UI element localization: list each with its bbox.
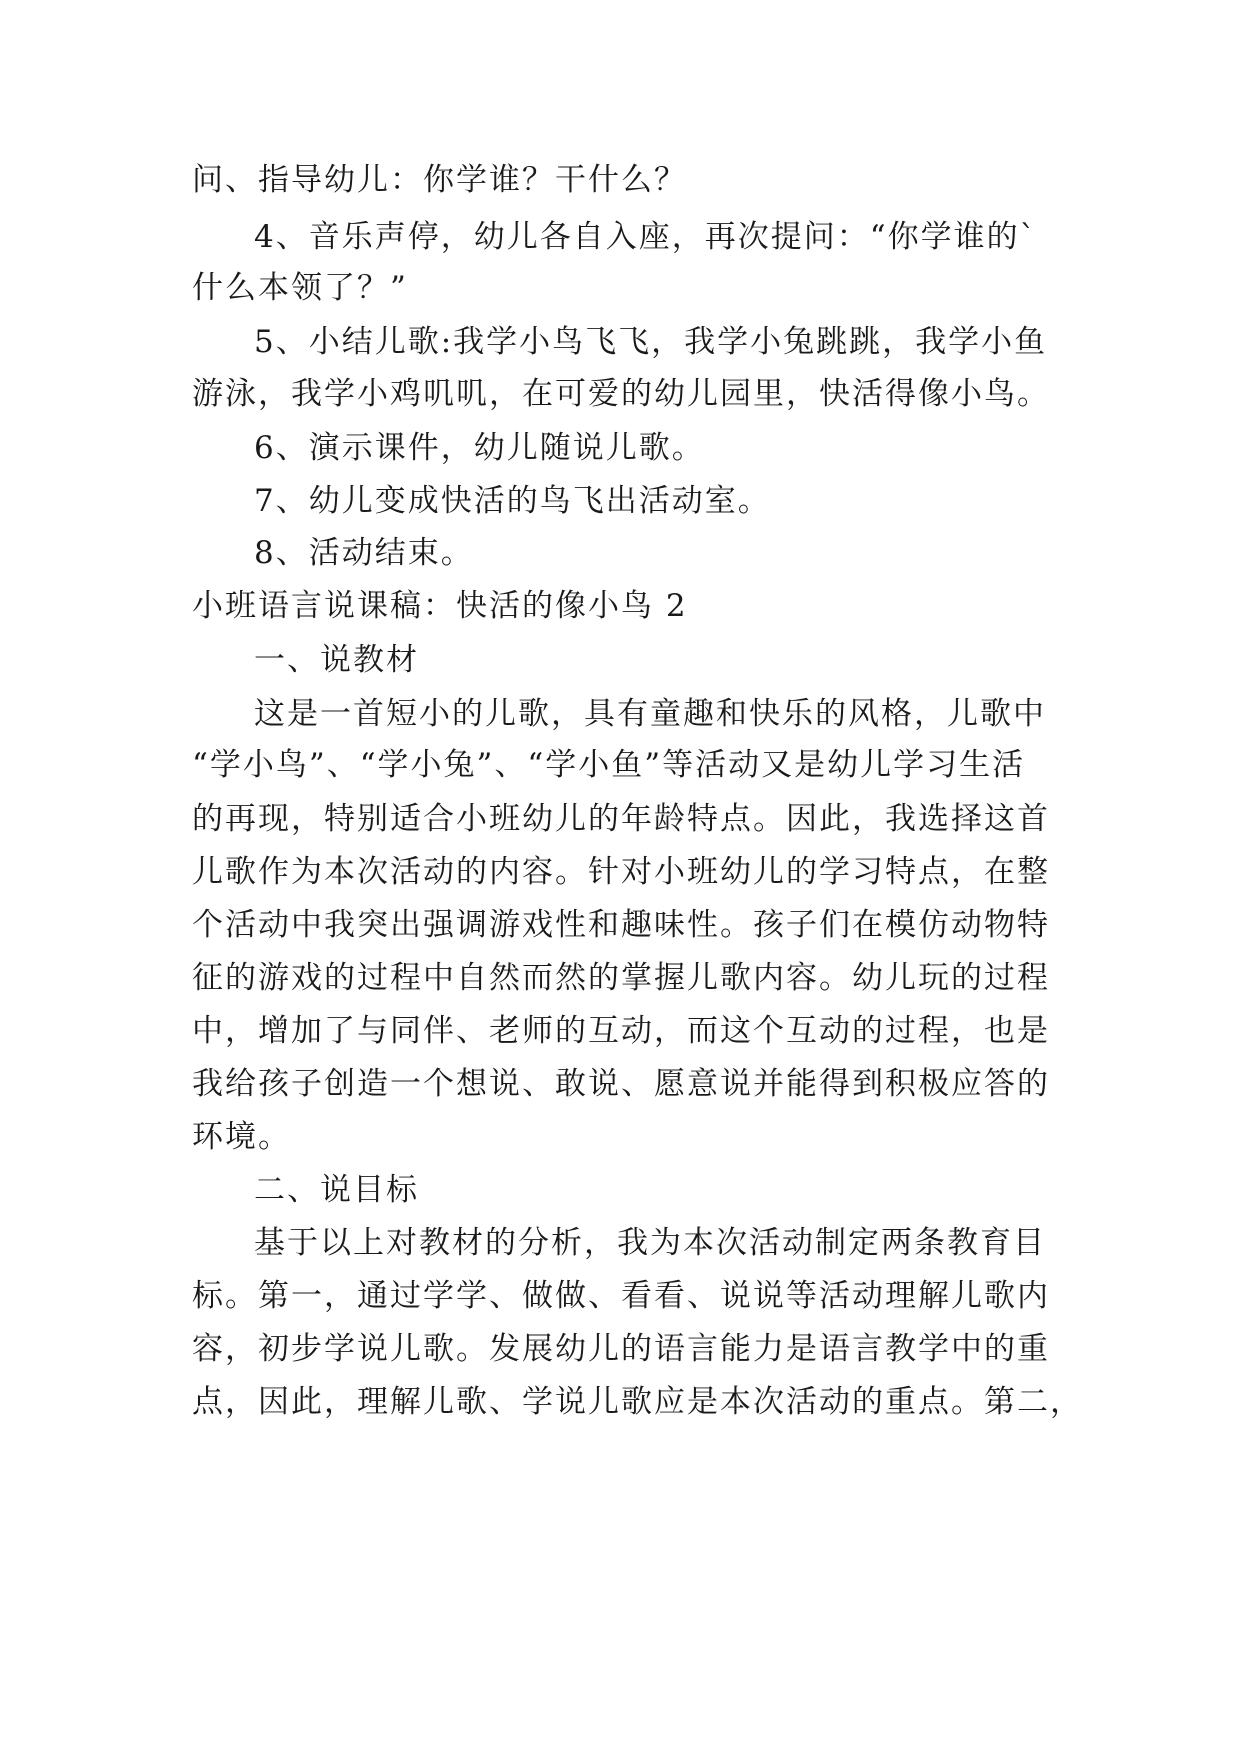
text-line: 中，增加了与同伴、老师的互动，而这个互动的过程，也是 [192,1013,1050,1049]
text-line: 8、活动结束。 [254,535,474,571]
text-line: 我给孩子创造一个想说、敢说、愿意说并能得到积极应答的 [192,1066,1050,1102]
text-line: “学小鸟”、“学小兔”、“学小鱼”等活动又是幼儿学习生活 [192,747,1026,783]
text-line: 4、音乐声停，幼儿各自入座，再次提问：“你学谁的` [254,219,1038,255]
text-line: 7、幼儿变成快活的鸟飞出活动室。 [254,483,771,519]
text-line: 什么本领了？” [192,270,408,306]
text-line: 环境。 [192,1119,291,1155]
text-line: 问、指导幼儿：你学谁？干什么？ [192,162,687,198]
text-line: 的再现，特别适合小班幼儿的年龄特点。因此，我选择这首 [192,801,1050,837]
section-title: 小班语言说课稿：快活的像小鸟 2 [192,588,688,624]
text-line: 基于以上对教材的分析，我为本次活动制定两条教育目 [254,1225,1046,1261]
text-line: 游泳，我学小鸡叽叽，在可爱的幼儿园里，快活得像小鸟。 [192,376,1050,412]
section-heading: 二、说目标 [254,1172,419,1208]
section-heading: 一、说教材 [254,642,419,678]
text-line: 点，因此，理解儿歌、学说儿歌应是本次活动的重点。第二， [192,1384,1083,1420]
text-line: 征的游戏的过程中自然而然的掌握儿歌内容。幼儿玩的过程 [192,960,1050,996]
text-line: 个活动中我突出强调游戏性和趣味性。孩子们在模仿动物特 [192,907,1050,943]
text-line: 容，初步学说儿歌。发展幼儿的语言能力是语言教学中的重 [192,1331,1050,1367]
text-line: 5、小结儿歌:我学小鸟飞飞，我学小兔跳跳，我学小鱼 [254,324,1048,360]
text-line: 6、演示课件，幼儿随说儿歌。 [254,430,705,466]
text-line: 儿歌作为本次活动的内容。针对小班幼儿的学习特点，在整 [192,854,1050,890]
text-line: 这是一首短小的儿歌，具有童趣和快乐的风格，儿歌中 [254,696,1046,732]
text-line: 标。第一，通过学学、做做、看看、说说等活动理解儿歌内 [192,1278,1050,1314]
